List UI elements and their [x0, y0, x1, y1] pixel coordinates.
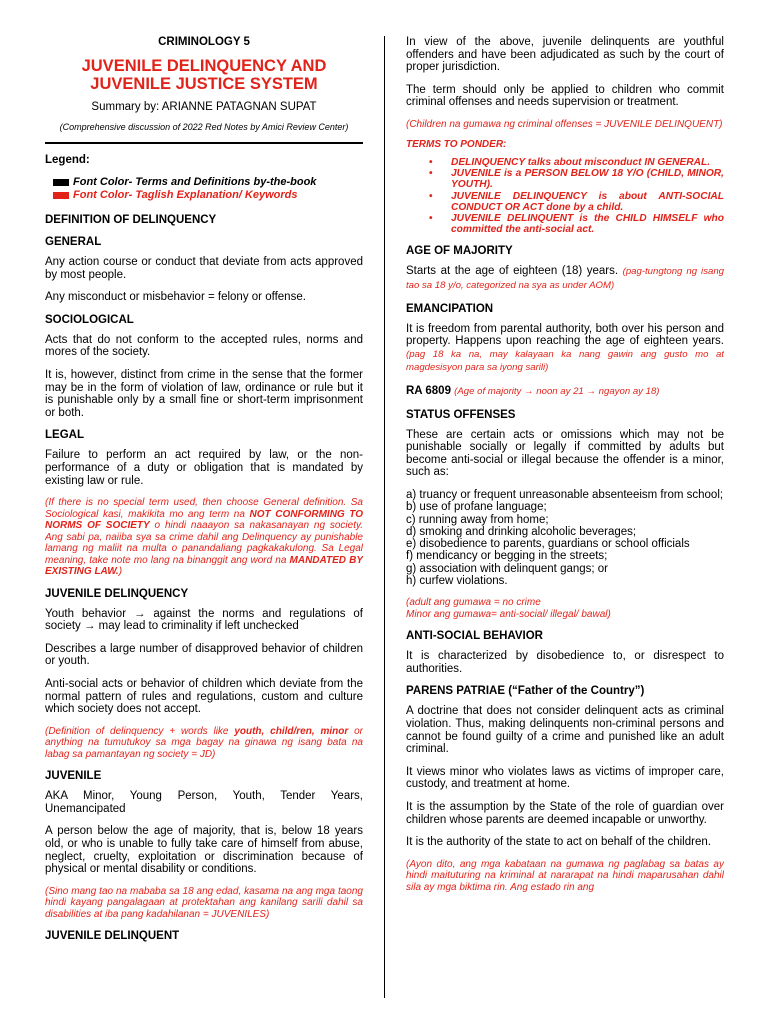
- parens-paragraph-3: It is the assumption by the State of the role of guardian over children whose parents are deemed incapable or unworthy.: [406, 801, 724, 826]
- black-swatch: [53, 179, 69, 186]
- socio-paragraph-2: It is, however, distinct from crime in the sense that the former may be in the form of violation of law, ordinance or rule but it is punishable only by a small fine or short-term imprisonment or both.: [45, 368, 363, 419]
- list-item: a) truancy or frequent unreasonable absenteeism from school;: [406, 488, 724, 501]
- taglish-note-status: (adult ang gumawa = no crime Minor ang gumawa= anti-social/ illegal/ bawal): [406, 597, 611, 620]
- taglish-note-parens: (Ayon dito, ang mga kabataan na gumawa ng paglabag sa batas ay hindi maituturing na kriminal at nararapat na hindi maparusahan dahil sila ay mga biktima rin. Ang estado rin ang: [406, 858, 724, 893]
- taglish-note-definitions: (If there is no special term used, then choose General definition. Sa Sociological kasi, makikita mo ang term na NOT CONFORMING TO NORMS OF SOCIETY o hindi naaayon sa nakasanayan ng society. Ang sabi pa, naiiba sya sa crime dahil ang Delinquency ay punishable lamang ng maliit na multa o panandaliang pagkakakulong. Sa Legal meaning, take note mo lang na binanggit ang word na MANDATED BY EXISTING LAW.): [45, 497, 363, 578]
- list-item: b) use of profane language;: [406, 501, 547, 514]
- title-line-1: JUVENILE DELINQUENCY AND: [81, 57, 327, 75]
- list-item: f) mendicancy or begging in the streets;: [406, 550, 608, 563]
- emancipation-paragraph: It is freedom from parental authority, both over his person and property. Happens upon reaching the age of eighteen years. (pag 18 ka na, may kalayaan ka nang gawin ang gusto mo at magdesisyon para sa iyong sarili): [406, 322, 724, 374]
- parens-paragraph-2: It views minor who violates laws as victims of improper care, custody, and treatment at home.: [406, 765, 724, 791]
- legend-text-red: Font Color- Taglish Explanation/ Keywords: [73, 189, 298, 201]
- heading-anti-social: ANTI-SOCIAL BEHAVIOR: [406, 630, 543, 643]
- legal-paragraph-1: Failure to perform an act required by law, or the non-performance of a duty or obligation that is mandated by existing law or rule.: [45, 449, 363, 487]
- list-item: c) running away from home;: [406, 513, 549, 526]
- term-item: • JUVENILE DELINQUENT is the CHILD HIMSELF who committed the anti-social act.: [451, 213, 724, 235]
- list-item: d) smoking and drinking alcoholic beverages;: [406, 525, 637, 538]
- heading-juvenile: JUVENILE: [45, 770, 102, 783]
- general-paragraph-1: Any action course or conduct that deviate from acts approved by most people.: [45, 256, 363, 281]
- heading-general: GENERAL: [45, 236, 102, 248]
- heading-legal: LEGAL: [45, 429, 84, 442]
- ra-6809-line: RA 6809 (Age of majority → noon ay 21 → ngayon ay 18): [406, 384, 660, 397]
- red-swatch: [53, 192, 69, 199]
- source-note: (Comprehensive discussion of 2022 Red Notes by Amici Review Center): [59, 122, 349, 132]
- term-item: • JUVENILE DELINQUENCY is about ANTI-SOCIAL CONDUCT OR ACT done by a child.: [451, 191, 724, 213]
- list-item: h) curfew violations.: [406, 575, 508, 587]
- list-item: g) association with delinquent gangs; or: [406, 562, 609, 575]
- heading-definition: DEFINITION OF DELINQUENCY: [45, 214, 217, 226]
- heading-juvenile-delinquent: JUVENILE DELINQUENT: [45, 930, 180, 943]
- jd-paragraph-3: Anti-social acts or behavior of children which deviate from the normal pattern of rules and regulations, custom and culture which society does not accept.: [45, 678, 363, 716]
- status-offense-list: [406, 489, 724, 587]
- title-line-2: JUVENILE JUSTICE SYSTEM: [90, 75, 318, 93]
- list-item: e) disobedience to parents, guardians or school officials: [406, 538, 690, 551]
- ra-note: (Age of majority → noon ay 21 → ngayon ay 18): [454, 385, 660, 397]
- aom-note: (pag-tungtong ng isang tao sa 18 y/o, categorized na sya as under AOM): [406, 266, 724, 291]
- emancipation-note: (pag 18 ka na, may kalayaan ka nang gawin ang gusto mo at magdesisyon para sa iyong sarili): [406, 348, 724, 374]
- parens-paragraph-4: It is the authority of the state to act on behalf of the children.: [406, 836, 711, 849]
- juvenile-paragraph-2: A person below the age of majority, that is, below 18 years old, or who is unable to fully take care of himself from abuse, neglect, cruelty, exploitation or discrimination because of physical or mental disability or conditions.: [45, 825, 363, 876]
- parens-paragraph-1: A doctrine that does not consider delinquent acts as criminal violation. Thus, making delinquents non-criminal persons and cannot be found guilty of a crime and punished like an adult criminal.: [406, 705, 724, 756]
- general-paragraph-2: Any misconduct or misbehavior = felony or offense.: [45, 291, 306, 304]
- juvenile-paragraph-1: AKA Minor, Young Person, Youth, Tender Years, Unemancipated: [45, 790, 363, 815]
- heading-sociological: SOCIOLOGICAL: [45, 313, 134, 326]
- heading-parens-patriae: PARENS PATRIAE (“Father of the Country”): [406, 685, 645, 698]
- legend-item-red: [53, 189, 363, 202]
- anti-social-paragraph: It is characterized by disobedience to, or disrespect to authorities.: [406, 650, 724, 675]
- term-item: • JUVENILE is a PERSON BELOW 18 Y/O (CHILD, MINOR, YOUTH).: [451, 168, 724, 190]
- heading-emancipation: EMANCIPATION: [406, 302, 494, 315]
- summary-author: Summary by: ARIANNE PATAGNAN SUPAT: [91, 101, 317, 113]
- taglish-note-juvenile: (Sino mang tao na mababa sa 18 ang edad, kasama na ang mga taong hindi kayang pangalagaan at protektahan ang kanilang sarili dahil sa disabilities at iba pang kadahilanan = JUVENILES): [45, 885, 363, 920]
- right-column: [406, 36, 724, 1024]
- right-paragraph-1: In view of the above, juvenile delinquents are youthful offenders and have been adjudicated as such by the court of proper jurisdiction.: [406, 36, 724, 74]
- heading-age-of-majority: AGE OF MAJORITY: [406, 245, 513, 258]
- left-column: [45, 36, 363, 1024]
- right-paragraph-2: The term should only be applied to children who commit criminal offenses and needs supervision or treatment.: [406, 83, 724, 109]
- status-paragraph: These are certain acts or omissions which may not be punishable socially or legally if committed by adults but become anti-social or illegal because the offender is a minor, such as:: [406, 428, 724, 479]
- term-item: • DELINQUENCY talks about misconduct IN GENERAL.: [451, 157, 724, 168]
- taglish-note-delinquent: (Children na gumawa ng criminal offenses = JUVENILE DELINQUENT): [406, 118, 723, 130]
- jd-paragraph-1: Youth behavior → against the norms and regulations of society → may lead to criminality if left unchecked: [45, 607, 363, 633]
- column-divider: [384, 36, 385, 998]
- aom-paragraph: Starts at the age of eighteen (18) years. (pag-tungtong ng isang tao sa 18 y/o, categorized na sya as under AOM): [406, 265, 724, 291]
- taglish-note-jd: (Definition of delinquency + words like youth, child/ren, minor or anything na tumutukoy sa mga bagay na ginawa ng isang bata na labag sa pamantayan ng society = JD): [45, 725, 363, 760]
- terms-list: [406, 157, 724, 235]
- legend-title: Legend:: [45, 154, 90, 166]
- header-divider: [45, 142, 363, 144]
- heading-status-offenses: STATUS OFFENSES: [406, 408, 516, 421]
- socio-paragraph-1: Acts that do not conform to the accepted rules, norms and mores of the society.: [45, 333, 363, 359]
- legend-item-black: [53, 176, 363, 189]
- legend-text-black: Font Color- Terms and Definitions by-the-book: [73, 176, 317, 188]
- jd-paragraph-2: Describes a large number of disapproved behavior of children or youth.: [45, 642, 363, 668]
- terms-to-ponder-title: TERMS TO PONDER:: [406, 139, 507, 151]
- course-label: CRIMINOLOGY 5: [158, 36, 250, 48]
- heading-juvenile-delinquency: JUVENILE DELINQUENCY: [45, 587, 189, 600]
- document-title: [45, 57, 363, 93]
